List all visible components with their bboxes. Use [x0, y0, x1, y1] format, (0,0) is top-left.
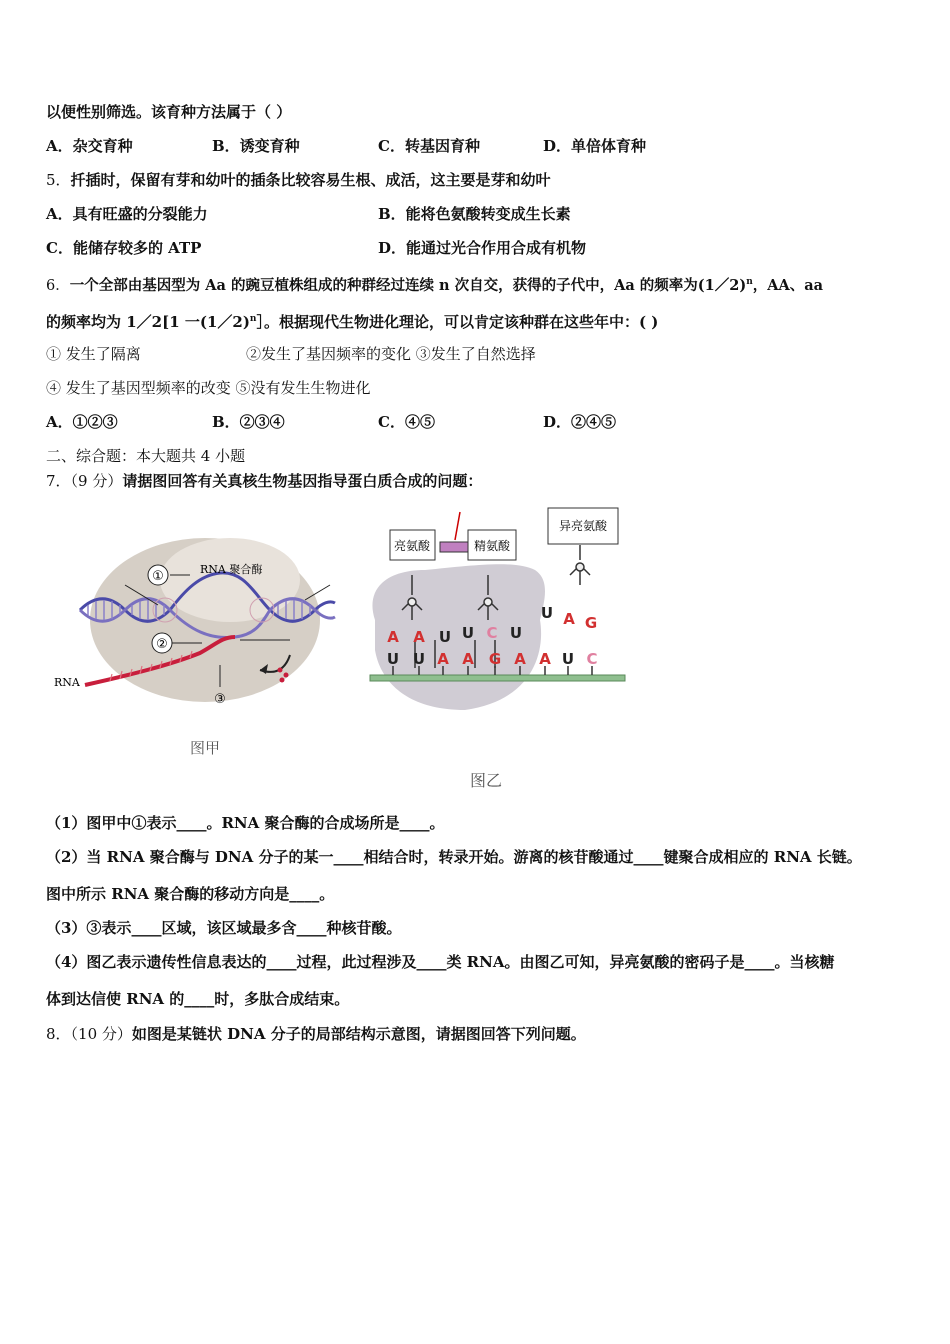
- aa2-label: 精氨酸: [473, 539, 511, 553]
- q6-option-d: D．②④⑤: [543, 413, 617, 431]
- q7-sub4-line1: （4）图乙表示遗传性信息表达的____过程，此过程涉及____类 RNA。由图乙可知，异亮氨酸的密码子是____。当核糖: [46, 953, 835, 971]
- figure-b-translation: [365, 500, 630, 720]
- q8-number: 8．: [46, 1025, 71, 1043]
- mrna-base-1: U: [386, 650, 400, 668]
- q4-option-b: B．诱变育种: [212, 137, 300, 155]
- aa3-label: 异亮氨酸: [558, 519, 608, 533]
- q4-stem-end: 以便性别筛选。该育种方法属于（ ）: [46, 103, 292, 121]
- q6-sup-1: n: [746, 277, 753, 287]
- q5-stem: [46, 170, 551, 190]
- anticodon1-base-3: U: [438, 628, 452, 646]
- q7-sub3: （3）③表示____区域，该区域最多含____种核苷酸。: [46, 919, 402, 937]
- q5-number: 5．: [46, 171, 71, 189]
- q6-stem-line1-a: 一个全部由基因型为 Aa 的豌豆植株组成的种群经过连续 n 次自交，获得的子代中，Aa 的频率为(1／2): [69, 276, 747, 294]
- q6-item-1: ① 发生了隔离: [46, 345, 141, 363]
- anticodon3-base-3: G: [584, 614, 598, 632]
- mrna-strand: [370, 675, 625, 681]
- q7-stem-text: 请据图回答有关真核生物基因指导蛋白质合成的问题：: [122, 472, 483, 490]
- q7-number: 7．: [46, 472, 71, 490]
- q8-stem: [46, 1024, 586, 1044]
- label-rna-polymerase: RNA 聚合酶: [200, 563, 263, 576]
- q6-stem-line2: [46, 309, 658, 332]
- q5-option-b: B．能将色氨酸转变成生长素: [378, 205, 571, 223]
- mrna-base-2: U: [412, 650, 426, 668]
- q7-sub2-line2: 图中所示 RNA 聚合酶的移动方向是____。: [46, 885, 335, 903]
- q4-option-d: D．单倍体育种: [543, 137, 647, 155]
- anticodon2-base-3: U: [509, 624, 523, 642]
- anticodon1-base-2: A: [413, 628, 425, 646]
- q8-stem-text: 如图是某链状 DNA 分子的局部结构示意图，请据图回答下列问题。: [131, 1025, 586, 1043]
- q6-items-4-5: ④ 发生了基因型频率的改变 ⑤没有发生生物进化: [46, 379, 371, 397]
- q6-option-a: A．①②③: [46, 413, 118, 431]
- q6-stem-line2-b: ］。根据现代生物进化理论，可以肯定该种群在这些年中：( ): [256, 313, 659, 331]
- mrna-base-3: A: [437, 650, 449, 668]
- q5-option-d: D．能通过光合作用合成有机物: [378, 239, 587, 257]
- q6-stem-line1: [46, 272, 823, 296]
- q6-sup-2: n: [249, 314, 257, 324]
- q5-stem-text: 扦插时，保留有芽和幼叶的插条比较容易生根、成活，这主要是芽和幼叶: [70, 171, 551, 189]
- peptide-bond: [440, 542, 468, 552]
- q4-option-c: C．转基因育种: [378, 137, 480, 155]
- figure-a-transcription: [50, 525, 340, 710]
- mrna-base-8: U: [561, 650, 575, 668]
- anticodon3-base-1: U: [540, 604, 554, 622]
- q5-option-c: C．能储存较多的 ATP: [46, 239, 202, 257]
- q6-option-b: B．②③④: [212, 413, 285, 431]
- q8-score: （10 分）: [70, 1025, 132, 1043]
- marker-1: ①: [152, 569, 164, 584]
- q5-option-a: A．具有旺盛的分裂能力: [46, 205, 208, 223]
- peptide-bond-pointer: [455, 512, 460, 540]
- section-2-title: 二、综合题：本大题共 4 小题: [46, 447, 246, 465]
- q4-option-a: A．杂交育种: [46, 137, 133, 155]
- mrna-base-5: G: [488, 650, 502, 668]
- mrna-base-4: A: [462, 650, 474, 668]
- anticodon2-base-1: U: [461, 624, 475, 642]
- marker-3: ③: [214, 692, 226, 707]
- anticodon3-base-2: A: [563, 610, 575, 628]
- figure-b-caption: 图乙: [470, 771, 503, 790]
- mrna-base-9: C: [586, 650, 598, 668]
- q6-number: 6．: [46, 277, 70, 294]
- figure-a-caption: 图甲: [190, 739, 221, 757]
- mrna-base-6: A: [514, 650, 526, 668]
- aa1-label: 亮氨酸: [393, 539, 431, 553]
- q6-stem-line2-a: 的频率均为 1／2[1 一(1／2): [46, 313, 250, 331]
- marker-2: ②: [156, 637, 168, 652]
- q7-sub2-line1: （2）当 RNA 聚合酶与 DNA 分子的某一____相结合时，转录开始。游离的核苷酸通过____键聚合成相应的 RNA 长链。: [46, 848, 862, 866]
- q6-stem-line1-b: ，AA、aa: [752, 276, 824, 294]
- q6-items-2-3: ②发生了基因频率的变化 ③发生了自然选择: [246, 345, 536, 363]
- anticodon2-base-2: C: [486, 624, 498, 642]
- q6-option-c: C．④⑤: [378, 413, 435, 431]
- label-rna: RNA: [54, 676, 80, 689]
- blob-highlight: [160, 538, 300, 622]
- q7-score: （9 分）: [70, 472, 123, 490]
- anticodon1-base-1: A: [387, 628, 399, 646]
- q7-sub1: （1）图甲中①表示____。RNA 聚合酶的合成场所是____。: [46, 814, 445, 832]
- q7-sub4-line2: 体到达信使 RNA 的____时，多肽合成结束。: [46, 990, 350, 1008]
- mrna-base-7: A: [539, 650, 551, 668]
- q7-stem: [46, 471, 482, 491]
